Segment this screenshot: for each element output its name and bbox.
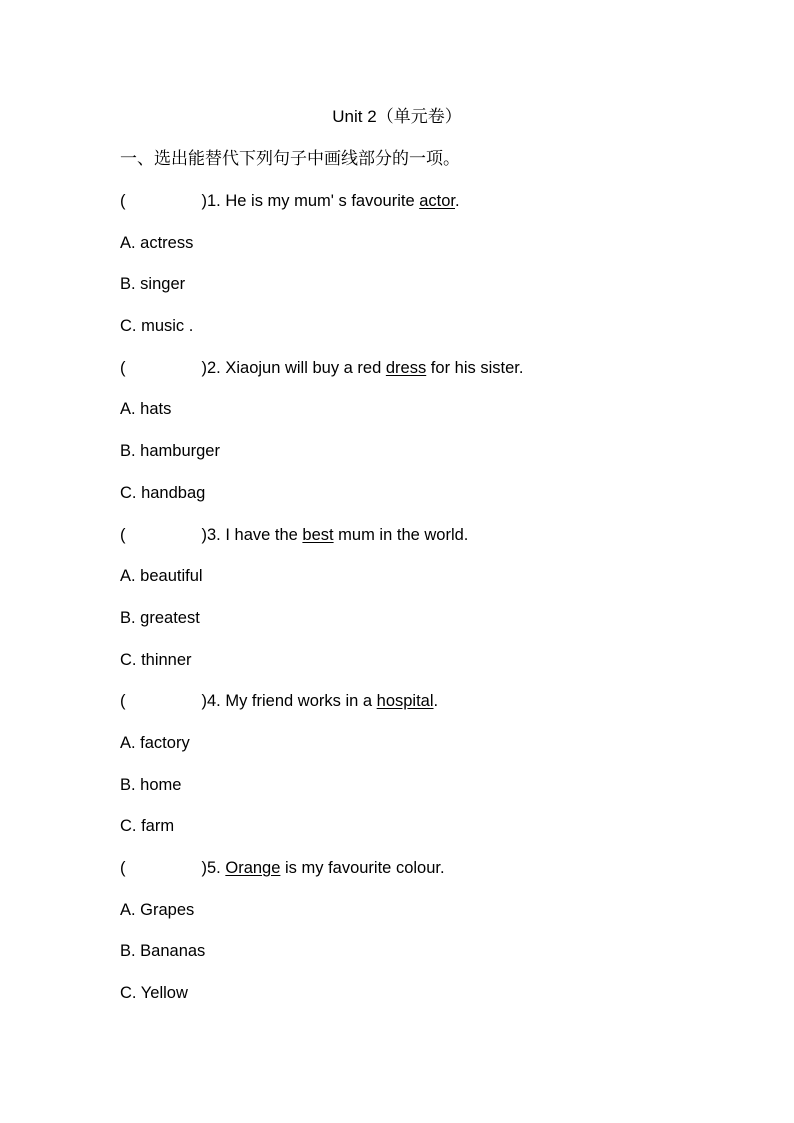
option-a: A. Grapes: [120, 900, 195, 919]
option-c: C. handbag: [120, 483, 206, 502]
option-b: B. hamburger: [120, 442, 220, 461]
question-1: [120, 190, 720, 232]
open-paren: (: [120, 525, 126, 544]
question-text-before: My friend works in a: [220, 692, 377, 711]
question-text-after: is my favourite colour.: [280, 859, 445, 877]
close-paren: ): [201, 859, 207, 877]
option-a: A. actress: [120, 233, 194, 252]
underlined-word: hospital: [376, 692, 434, 711]
question-text-after: mum in the world.: [333, 525, 469, 544]
underlined-word: actor: [419, 192, 455, 210]
underlined-word: dress: [385, 358, 427, 377]
question-number: 1.: [207, 192, 221, 210]
question-text-before: I have the: [220, 525, 303, 544]
close-paren: ): [201, 358, 207, 377]
close-paren: ): [201, 692, 207, 711]
open-paren: (: [120, 692, 126, 711]
option-b: B. home: [120, 775, 182, 794]
question-list: [120, 190, 720, 1024]
close-paren: ): [201, 525, 207, 544]
question-number: 4.: [207, 692, 221, 711]
underlined-word: Orange: [225, 859, 281, 877]
option-a: A. factory: [120, 733, 190, 752]
option-c: C. music .: [120, 317, 194, 336]
question-3: [120, 524, 720, 566]
option-b: B. singer: [120, 275, 186, 294]
question-text-after: .: [455, 192, 460, 210]
close-paren: ): [201, 192, 207, 210]
option-b: B. Bananas: [120, 942, 206, 961]
question-text-before: Xiaojun will buy a red: [220, 358, 386, 377]
question-2: [120, 357, 720, 399]
open-paren: (: [120, 358, 126, 377]
page-title: Unit 2（单元卷）: [332, 107, 462, 126]
section-heading: 一、选出能替代下列句子中画线部分的一项。: [120, 149, 460, 169]
underlined-word: best: [302, 525, 334, 544]
question-4: [120, 690, 720, 732]
question-number: 3.: [207, 525, 221, 544]
option-c: C. farm: [120, 817, 175, 836]
question-text-before: He is my mum' s favourite: [220, 192, 420, 210]
open-paren: (: [120, 859, 126, 877]
question-number: 5.: [207, 859, 221, 877]
option-c: C. Yellow: [120, 984, 188, 1003]
question-text-after: .: [433, 692, 439, 711]
option-a: A. beautiful: [120, 567, 203, 586]
question-number: 2.: [207, 358, 221, 377]
question-5: [120, 857, 720, 899]
option-b: B. greatest: [120, 608, 200, 627]
option-a: A. hats: [120, 400, 172, 419]
option-c: C. thinner: [120, 650, 192, 669]
open-paren: (: [120, 192, 126, 210]
question-text-after: for his sister.: [426, 358, 524, 377]
